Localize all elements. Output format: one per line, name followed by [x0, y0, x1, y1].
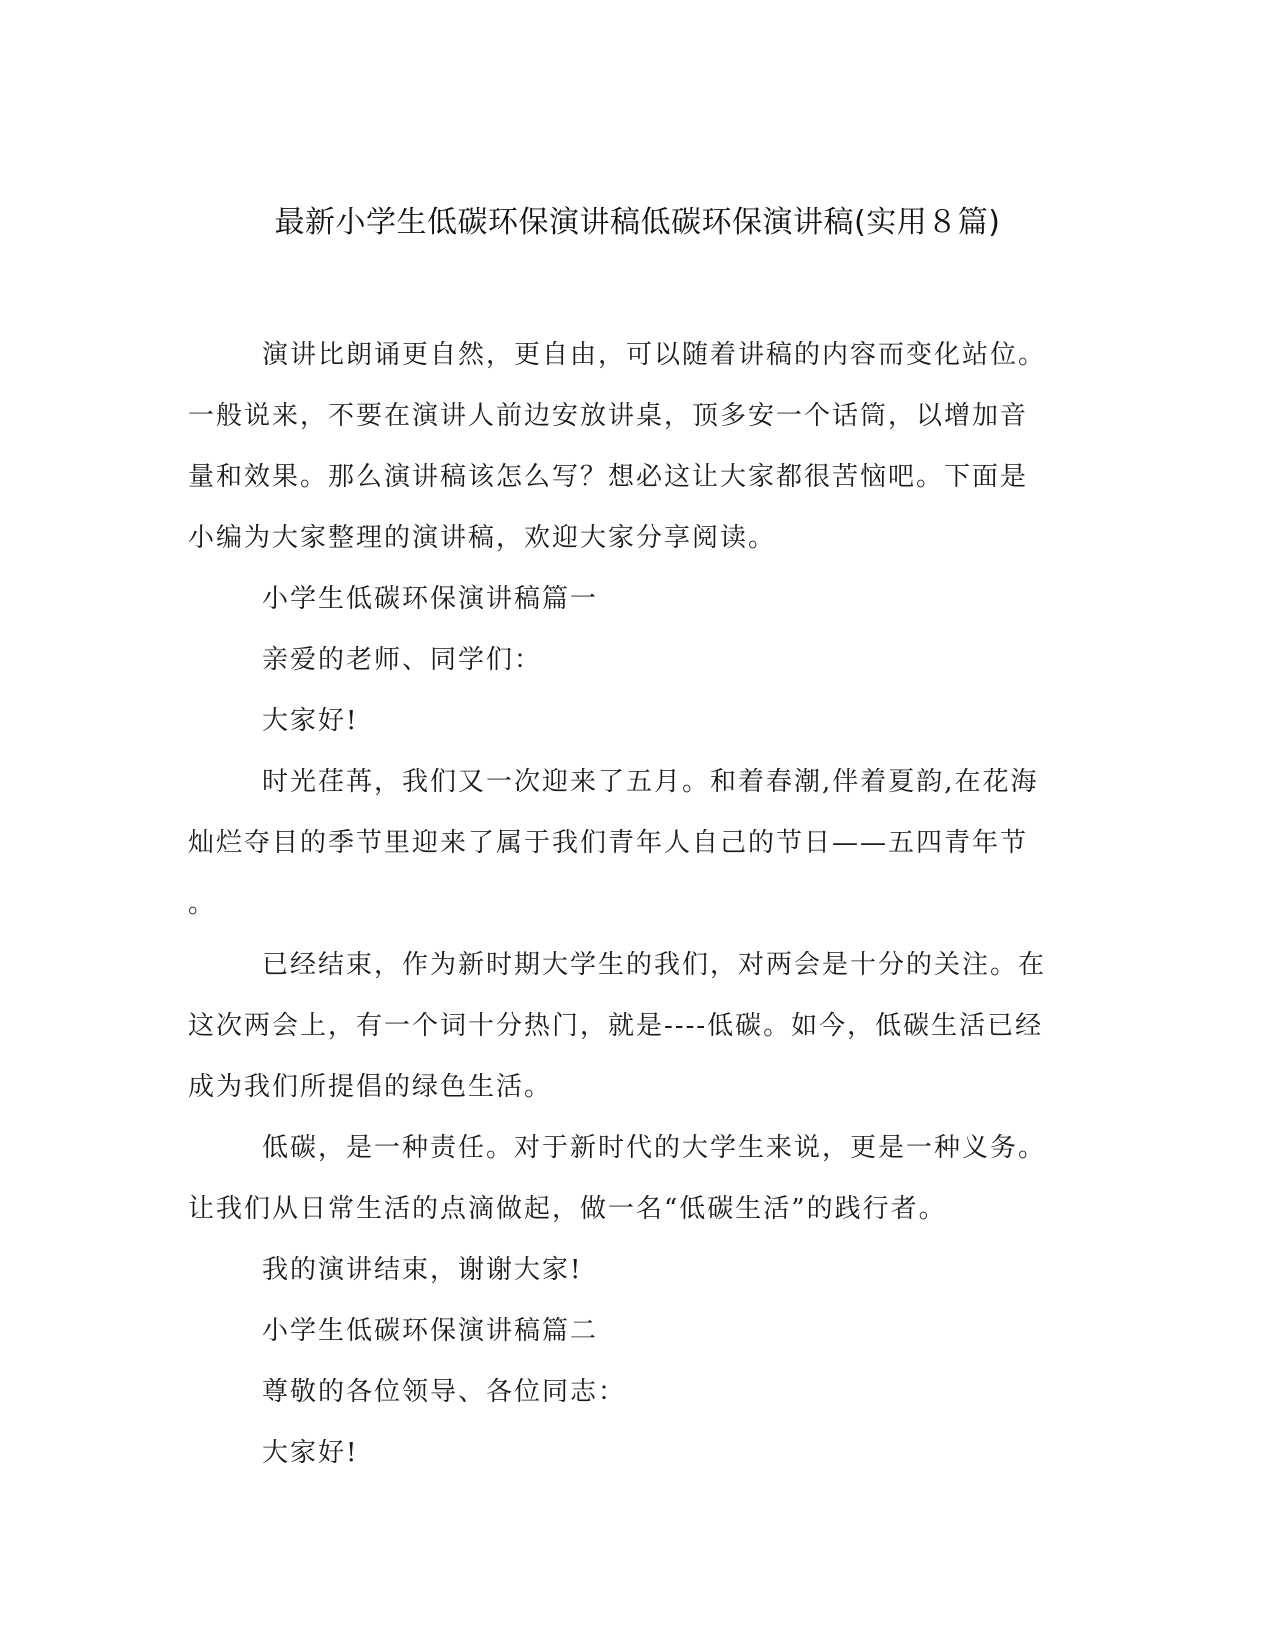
greeting [188, 1423, 1068, 1484]
text-line: 低碳，是一种责任。对于新时代的大学生来说，更是一种义务。 [262, 1133, 1047, 1163]
closing [188, 1240, 1068, 1301]
text-line: 大家好! [262, 706, 359, 736]
section-heading-1 [188, 569, 1068, 630]
paragraph-intro [188, 325, 1068, 569]
text-line: 让我们从日常生活的点滴做起，做一名“低碳生活”的践行者。 [188, 1194, 947, 1224]
text-line: 量和效果。那么演讲稿该怎么写？想必这让大家都很苦恼吧。下面是 [188, 462, 1029, 492]
text-line: 成为我们所提倡的绿色生活。 [188, 1072, 553, 1102]
text-line: 已经结束，作为新时期大学生的我们，对两会是十分的关注。在 [262, 950, 1047, 980]
document-body [188, 325, 1068, 1484]
text-line: 小学生低碳环保演讲稿篇二 [262, 1316, 599, 1346]
paragraph-low-carbon [188, 935, 1068, 1118]
text-line: 大家好! [262, 1438, 359, 1468]
text-line: 灿烂夺目的季节里迎来了属于我们青年人自己的节日——五四青年节 [188, 828, 1029, 858]
greeting [188, 691, 1068, 752]
text-line: 。 [188, 889, 217, 919]
text-line: 这次两会上，有一个词十分热门，就是----低碳。如今，低碳生活已经 [188, 1011, 1044, 1041]
text-line: 演讲比朗诵更自然，更自由，可以随着讲稿的内容而变化站位。 [262, 340, 1047, 370]
text-line: 亲爱的老师、同学们： [262, 645, 543, 675]
text-line: 小编为大家整理的演讲稿，欢迎大家分享阅读。 [188, 523, 777, 553]
salutation [188, 1362, 1068, 1423]
section-heading-2 [188, 1301, 1068, 1362]
paragraph-responsibility [188, 1118, 1068, 1240]
salutation [188, 630, 1068, 691]
text-line: 我的演讲结束，谢谢大家! [262, 1255, 583, 1285]
paragraph-may [188, 752, 1068, 935]
text-line: 小学生低碳环保演讲稿篇一 [262, 584, 599, 614]
document-title: 最新小学生低碳环保演讲稿低碳环保演讲稿(实用８篇) [274, 205, 1001, 240]
text-line: 一般说来，不要在演讲人前边安放讲桌，顶多安一个话筒，以增加音 [188, 401, 1029, 431]
text-line: 尊敬的各位领导、各位同志： [262, 1377, 627, 1407]
text-line: 时光荏苒，我们又一次迎来了五月。和着春潮,伴着夏韵,在花海 [262, 767, 1039, 797]
